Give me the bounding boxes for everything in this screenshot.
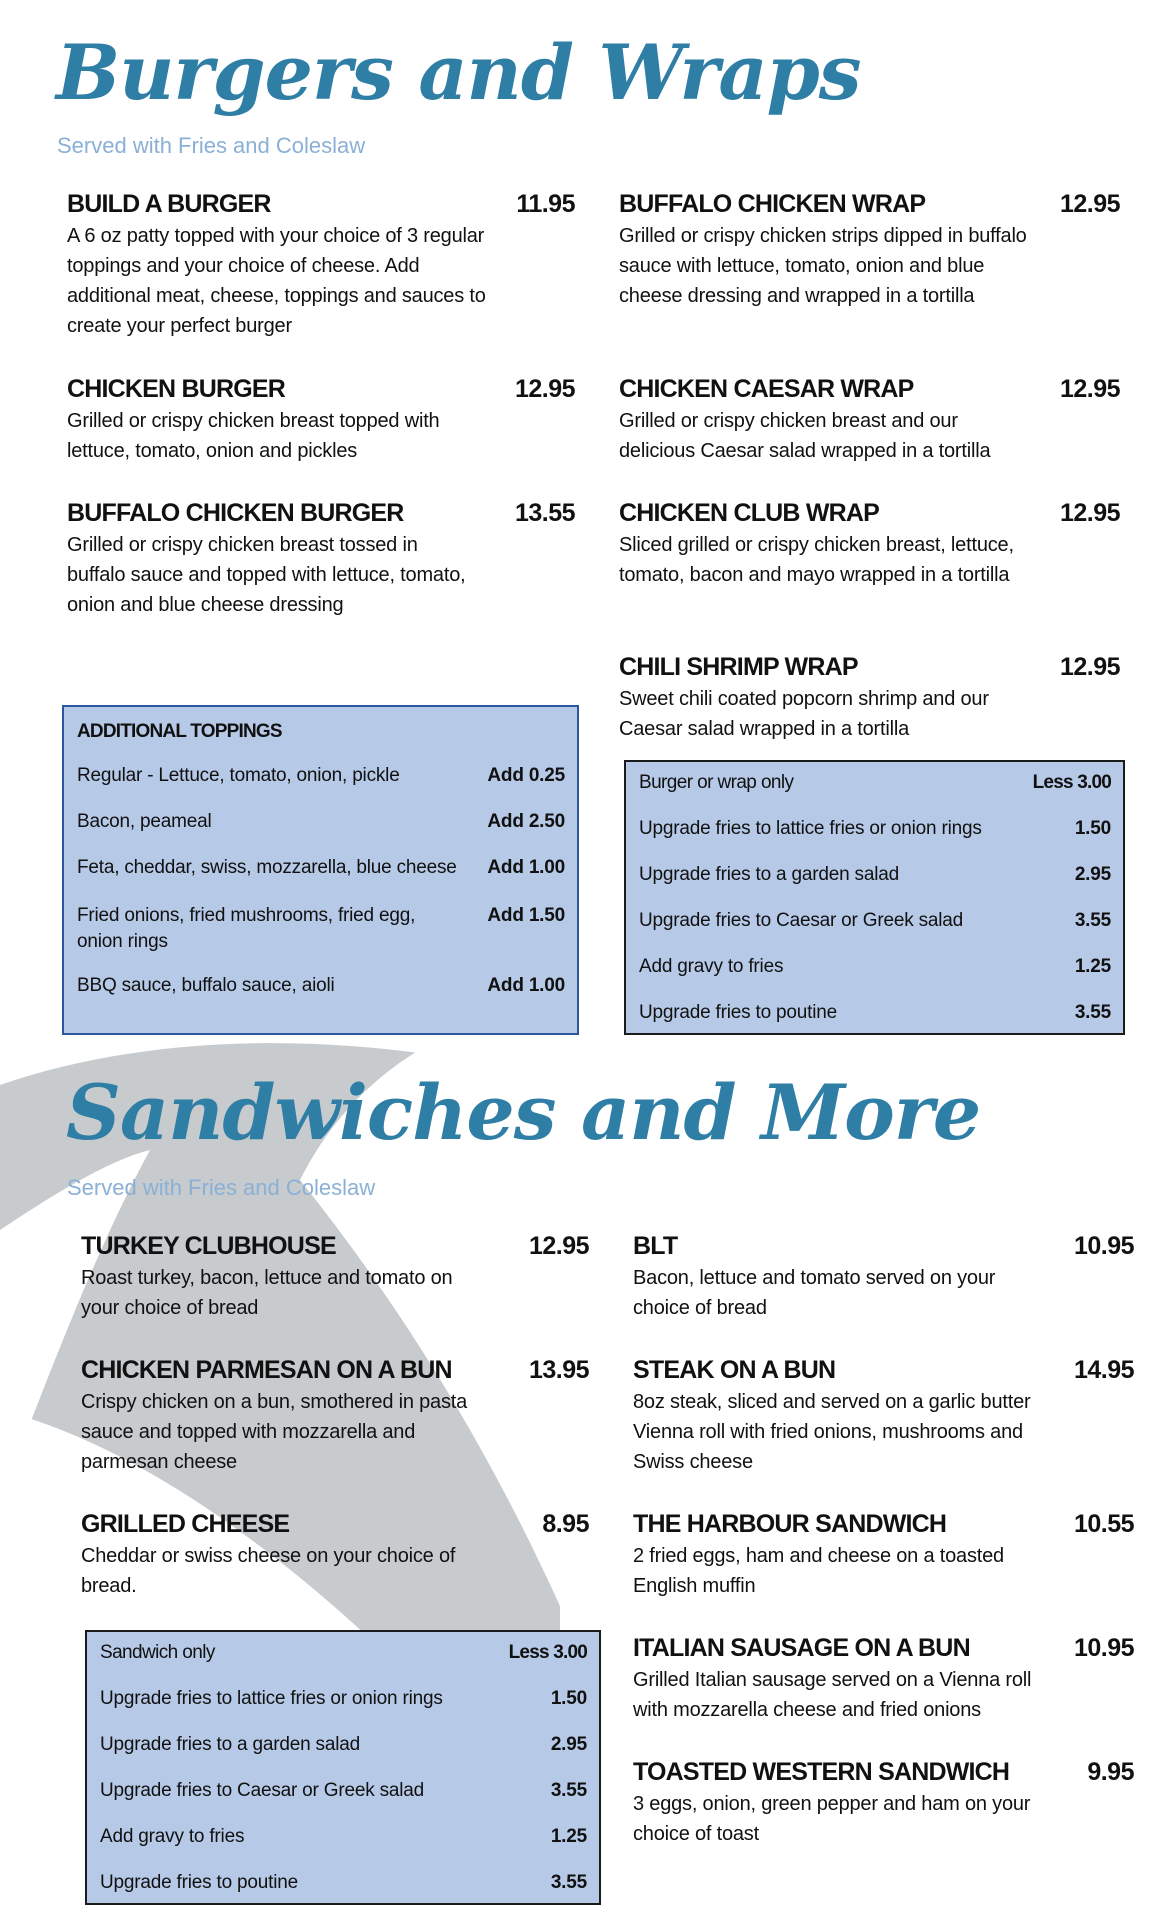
item-name: BLT [633, 1232, 678, 1260]
menu-item [619, 499, 1120, 590]
option-row [639, 956, 1111, 978]
section-subtitle-burgers: Served with Fries and Coleslaw [57, 133, 366, 158]
option-label: Upgrade fries to Caesar or Greek salad [639, 910, 964, 931]
item-description: Sweet chili coated popcorn shrimp and our Caesar salad wrapped in a tortilla [619, 688, 989, 740]
item-price: 13.95 [528, 1356, 589, 1384]
option-row [100, 1780, 587, 1802]
additional-toppings-box [62, 705, 579, 1035]
section-title-sandwiches: Sandwiches and More [66, 1068, 981, 1157]
menu-item [619, 375, 1120, 466]
item-price: 12.95 [1059, 190, 1120, 218]
option-row [639, 864, 1111, 886]
option-row [100, 1688, 587, 1710]
item-name: TOASTED WESTERN SANDWICH [633, 1758, 1010, 1786]
item-price: 14.95 [1073, 1356, 1134, 1384]
item-name: BUILD A BURGER [67, 190, 271, 218]
option-price: 1.25 [1074, 956, 1111, 977]
item-name: ITALIAN SAUSAGE ON A BUN [633, 1634, 970, 1662]
option-row [639, 772, 1111, 794]
item-description: Bacon, lettuce and tomato served on your choice of bread [633, 1267, 996, 1319]
item-description: Crispy chicken on a bun, smothered in pasta sauce and topped with mozzarella and parmesan cheese [81, 1391, 468, 1473]
menu-item [81, 1356, 589, 1477]
item-description: Roast turkey, bacon, lettuce and tomato on your choice of bread [81, 1267, 453, 1319]
topping-label: Feta, cheddar, swiss, mozzarella, blue cheese [77, 857, 457, 878]
topping-price: Add 1.00 [487, 857, 565, 878]
item-name: TURKEY CLUBHOUSE [81, 1232, 336, 1260]
option-price: 3.55 [550, 1872, 587, 1893]
item-price: 12.95 [1059, 499, 1120, 527]
item-name: CHICKEN PARMESAN ON A BUN [81, 1356, 452, 1384]
option-label: Add gravy to fries [100, 1826, 245, 1847]
item-price: 12.95 [514, 375, 575, 403]
item-description: Grilled or crispy chicken breast tossed in buffalo sauce and topped with lettuce, tomato, onion and blue cheese dressing [67, 534, 466, 616]
item-price: 10.95 [1073, 1232, 1134, 1260]
item-name: CHICKEN BURGER [67, 375, 285, 403]
menu-item [633, 1356, 1134, 1477]
topping-label: Fried onions, fried mushrooms, fried egg, onion rings [77, 905, 416, 952]
option-row [639, 910, 1111, 932]
burger-options-box [624, 760, 1125, 1035]
topping-label: Regular - Lettuce, tomato, onion, pickle [77, 765, 400, 786]
option-price: 3.55 [550, 1780, 587, 1801]
sandwich-options-box [85, 1630, 601, 1905]
item-price: 12.95 [1059, 375, 1120, 403]
section-title-burgers: Burgers and Wraps [56, 28, 861, 117]
option-price: 3.55 [1074, 910, 1111, 931]
topping-row [77, 903, 565, 955]
item-description: A 6 oz patty topped with your choice of 3 regular toppings and your choice of cheese. Add additional meat, cheese, toppings and sauces to create your perfect burger [67, 225, 486, 337]
topping-price: Add 1.00 [487, 975, 565, 996]
option-price: 1.50 [550, 1688, 587, 1709]
option-label: Add gravy to fries [639, 956, 784, 977]
option-price: 2.95 [550, 1734, 587, 1755]
option-label: Upgrade fries to poutine [100, 1872, 298, 1893]
section-subtitle-sandwiches: Served with Fries and Coleslaw [67, 1175, 376, 1200]
item-price: 12.95 [1059, 653, 1120, 681]
item-price: 8.95 [542, 1510, 589, 1538]
menu-item [81, 1510, 589, 1601]
option-label: Upgrade fries to poutine [639, 1002, 837, 1023]
option-row [100, 1826, 587, 1848]
topping-label: Bacon, peameal [77, 811, 212, 832]
item-description: Cheddar or swiss cheese on your choice of bread. [81, 1545, 456, 1597]
option-label: Upgrade fries to lattice fries or onion rings [639, 818, 982, 839]
option-label: Sandwich only [100, 1642, 215, 1663]
menu-item [633, 1758, 1134, 1849]
option-row [100, 1642, 587, 1664]
topping-label: BBQ sauce, buffalo sauce, aioli [77, 975, 335, 996]
menu-item [67, 375, 575, 466]
item-name: GRILLED CHEESE [81, 1510, 290, 1538]
item-name: THE HARBOUR SANDWICH [633, 1510, 947, 1538]
menu-item [633, 1510, 1134, 1601]
option-label: Upgrade fries to Caesar or Greek salad [100, 1780, 425, 1801]
option-price: Less 3.00 [1032, 772, 1111, 793]
option-row [639, 1002, 1111, 1024]
option-price: 2.95 [1074, 864, 1111, 885]
item-description: Grilled or crispy chicken breast and our delicious Caesar salad wrapped in a tortilla [619, 410, 991, 462]
item-description: Grilled or crispy chicken strips dipped in buffalo sauce with lettuce, tomato, onion and blue cheese dressing and wrapped in a tortilla [619, 225, 1027, 307]
menu-item [81, 1232, 589, 1323]
item-price: 9.95 [1087, 1758, 1134, 1786]
option-row [639, 818, 1111, 840]
topping-row [77, 765, 565, 787]
menu-item [67, 190, 575, 341]
item-name: CHICKEN CLUB WRAP [619, 499, 879, 527]
topping-price: Add 0.25 [487, 765, 565, 786]
item-description: 2 fried eggs, ham and cheese on a toasted English muffin [633, 1545, 1004, 1597]
option-label: Burger or wrap only [639, 772, 794, 793]
option-label: Upgrade fries to lattice fries or onion rings [100, 1688, 443, 1709]
option-price: 3.55 [1074, 1002, 1111, 1023]
option-label: Upgrade fries to a garden salad [639, 864, 899, 885]
item-price: 12.95 [528, 1232, 589, 1260]
item-name: BUFFALO CHICKEN BURGER [67, 499, 404, 527]
item-price: 10.55 [1073, 1510, 1134, 1538]
topping-price: Add 1.50 [487, 905, 565, 926]
option-row [100, 1734, 587, 1756]
item-description: Grilled Italian sausage served on a Vienna roll with mozzarella cheese and fried onions [633, 1669, 1032, 1721]
item-name: BUFFALO CHICKEN WRAP [619, 190, 926, 218]
menu-item [619, 653, 1120, 744]
item-price: 10.95 [1073, 1634, 1134, 1662]
option-price: Less 3.00 [508, 1642, 587, 1663]
menu-item [633, 1232, 1134, 1323]
item-price: 11.95 [516, 190, 575, 218]
item-description: 8oz steak, sliced and served on a garlic butter Vienna roll with fried onions, mushrooms and Swiss cheese [633, 1391, 1031, 1473]
item-price: 13.55 [514, 499, 575, 527]
item-description: Sliced grilled or crispy chicken breast, lettuce, tomato, bacon and mayo wrapped in a tortilla [619, 534, 1014, 586]
toppings-title: ADDITIONAL TOPPINGS [77, 721, 282, 742]
menu-item [67, 499, 575, 620]
topping-row [77, 975, 565, 997]
item-name: CHILI SHRIMP WRAP [619, 653, 858, 681]
menu-item [633, 1634, 1134, 1725]
item-name: STEAK ON A BUN [633, 1356, 836, 1384]
option-price: 1.25 [550, 1826, 587, 1847]
item-description: 3 eggs, onion, green pepper and ham on your choice of toast [633, 1793, 1031, 1845]
option-label: Upgrade fries to a garden salad [100, 1734, 360, 1755]
topping-row [77, 811, 565, 833]
item-description: Grilled or crispy chicken breast topped with lettuce, tomato, onion and pickles [67, 410, 440, 462]
topping-row [77, 857, 565, 879]
item-name: CHICKEN CAESAR WRAP [619, 375, 914, 403]
option-row [100, 1872, 587, 1894]
option-price: 1.50 [1074, 818, 1111, 839]
topping-price: Add 2.50 [487, 811, 565, 832]
menu-item [619, 190, 1120, 311]
